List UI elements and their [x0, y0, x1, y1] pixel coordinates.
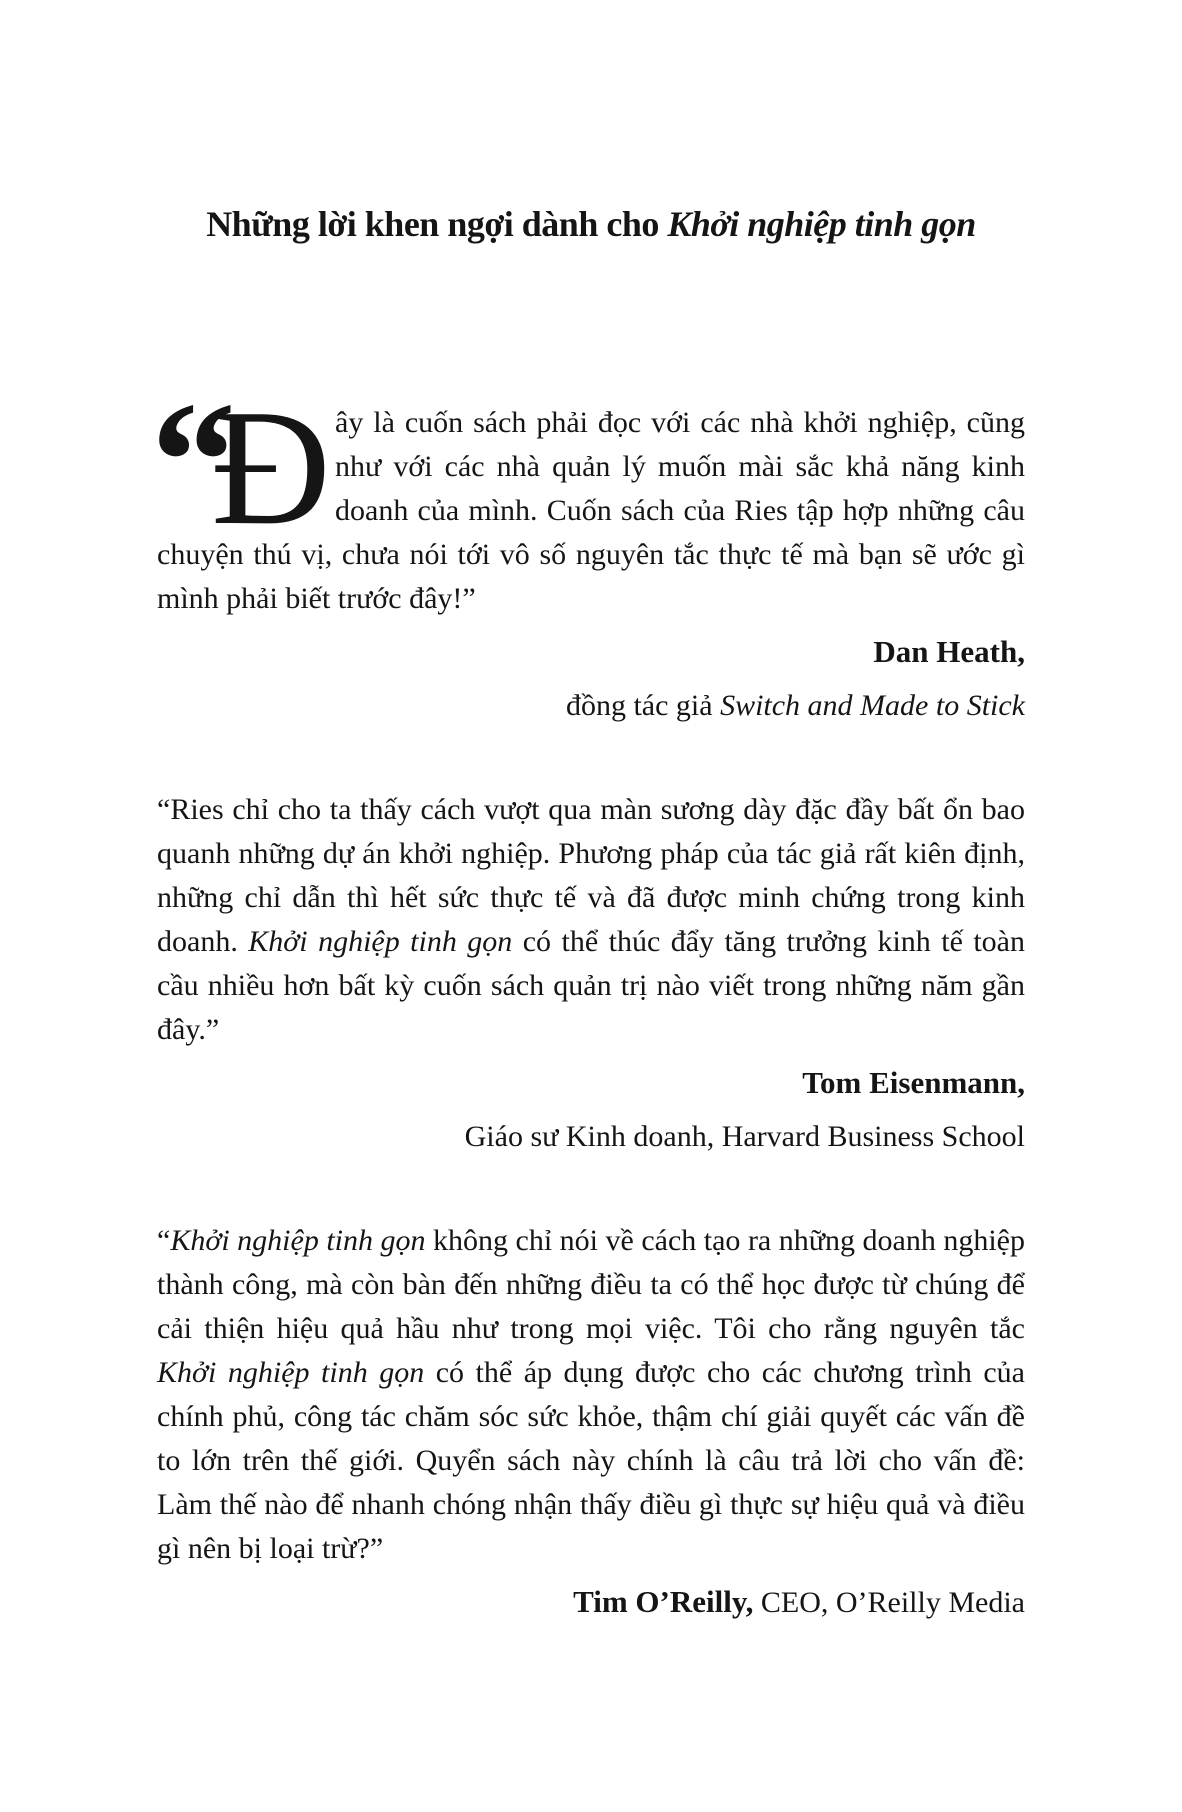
page-title: Những lời khen ngợi dành cho Khởi nghiệp tinh gọn — [206, 204, 976, 244]
praise-quote-tom-eisenmann — [157, 788, 1025, 1159]
attribution-name-line — [157, 1061, 1025, 1106]
quote-text — [157, 1219, 1025, 1571]
opening-quote-mark: “ — [151, 367, 236, 555]
attribution-name: Dan Heath, — [873, 634, 1025, 669]
attribution-name: Tom Eisenmann, — [802, 1065, 1025, 1100]
attribution-role-line — [157, 684, 1025, 728]
attribution-name: Tim O’Reilly, — [573, 1584, 754, 1619]
quote-body: ây là cuốn sách phải đọc với các nhà khởi nghiệp, cũng như với các nhà quản lý muốn mài sắc khả năng kinh doanh của mình. Cuốn sách của Ries tập hợp những câu chuyện thú vị, chưa nói tới vô số nguyên tắc thực tế mà bạn sẽ ước gì mình phải biết trước đây!” — [157, 406, 1025, 615]
attribution-role: đồng tác giả Switch and Made to Stick — [565, 689, 1025, 722]
praise-quote-tim-oreilly — [157, 1219, 1025, 1625]
attribution-role: Giáo sư Kinh doanh, Harvard Business School — [464, 1120, 1025, 1153]
attribution-line — [157, 1580, 1025, 1625]
drop-cap-letter: Đ — [211, 375, 331, 559]
attribution-role-line — [157, 1115, 1025, 1159]
quote-text — [151, 367, 1025, 621]
attribution-name-line — [157, 630, 1025, 675]
drop-cap — [151, 367, 335, 559]
quote-body: “Ries chỉ cho ta thấy cách vượt qua màn sương dày đặc đầy bất ổn bao quanh những dự án khởi nghiệp. Phương pháp của tác giả rất kiên định, những chỉ dẫn thì hết sức thực tế và đã được minh chứng trong kinh doanh. Khởi nghiệp tinh gọn có thể thúc đẩy tăng trưởng kinh tế toàn cầu nhiều hơn bất kỳ cuốn sách quản trị nào viết trong những năm gần đây.” — [157, 793, 1025, 1046]
quote-body: “Khởi nghiệp tinh gọn không chỉ nói về cách tạo ra những doanh nghiệp thành công, mà còn bàn đến những điều ta có thể học được từ chúng để cải thiện hiệu quả hầu như trong mọi việc. Tôi cho rằng nguyên tắc Khởi nghiệp tinh gọn có thể áp dụng được cho các chương trình của chính phủ, công tác chăm sóc sức khỏe, thậm chí giải quyết các vấn đề to lớn trên thế giới. Quyển sách này chính là câu trả lời cho vấn đề: Làm thế nào để nhanh chóng nhận thấy điều gì thực sự hiệu quả và điều gì nên bị loại trừ?” — [157, 1224, 1025, 1565]
quote-text — [157, 788, 1025, 1052]
attribution-role: CEO, O’Reilly Media — [753, 1586, 1025, 1619]
praise-quote-dan-heath — [151, 367, 1025, 728]
